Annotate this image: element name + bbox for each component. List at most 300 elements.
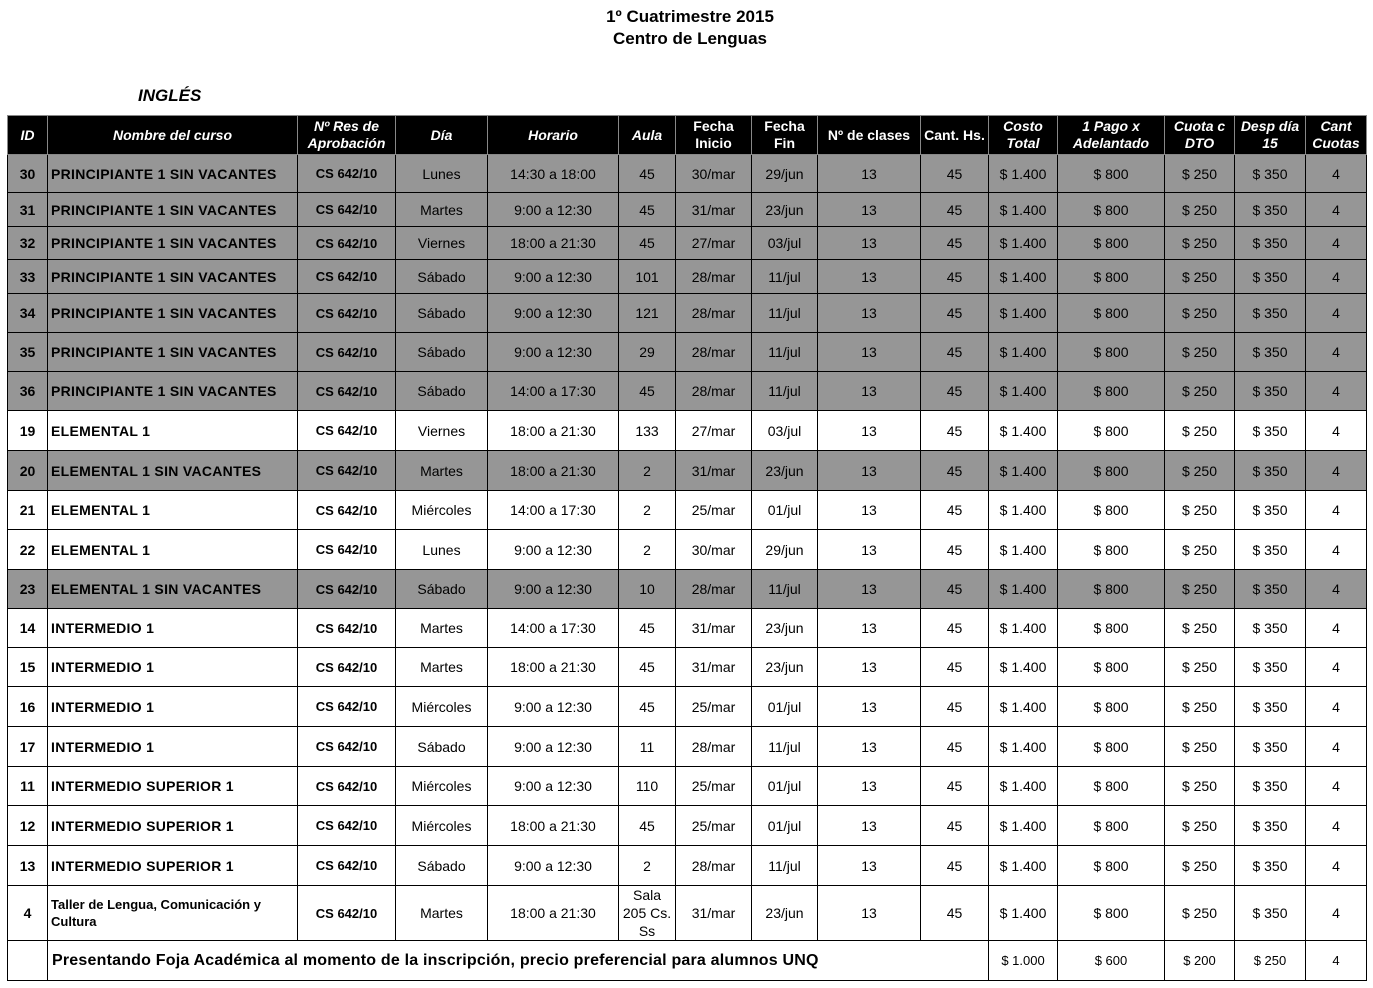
cell-inicio: 28/mar — [676, 570, 752, 609]
page-subtitle: Centro de Lenguas — [613, 29, 767, 48]
cell-id: 32 — [8, 227, 48, 260]
cell-inicio: 25/mar — [676, 806, 752, 846]
cell-id: 22 — [8, 530, 48, 570]
column-header: Horario — [488, 116, 619, 155]
table-row — [8, 227, 1367, 260]
cell-fin: 29/jun — [752, 155, 818, 193]
cell-costo: $ 1.400 — [989, 372, 1058, 411]
cell-fin: 01/jul — [752, 767, 818, 806]
table-row — [8, 806, 1367, 846]
column-header: Cant. Hs. — [921, 116, 989, 155]
table-row — [8, 411, 1367, 451]
cell-costo: $ 1.400 — [989, 609, 1058, 648]
cell-cuota: $ 250 — [1165, 570, 1235, 609]
cell-pago: $ 800 — [1058, 687, 1165, 727]
cell-id: 15 — [8, 648, 48, 687]
table-row — [8, 530, 1367, 570]
cell-inicio: 27/mar — [676, 227, 752, 260]
cell-name: PRINCIPIANTE 1 SIN VACANTES — [48, 193, 298, 227]
cell-desp: $ 350 — [1235, 609, 1306, 648]
table-row — [8, 451, 1367, 491]
cell-horario: 9:00 a 12:30 — [488, 193, 619, 227]
cell-cuota: $ 250 — [1165, 411, 1235, 451]
cell-desp: $ 350 — [1235, 491, 1306, 530]
cell-cuota: $ 250 — [1165, 227, 1235, 260]
cell-inicio: 31/mar — [676, 193, 752, 227]
footer-blank-cell — [8, 941, 48, 981]
cell-fin: 03/jul — [752, 411, 818, 451]
cell-hs: 45 — [921, 227, 989, 260]
cell-cuotas: 4 — [1306, 886, 1367, 941]
cell-horario: 14:00 a 17:30 — [488, 491, 619, 530]
cell-horario: 18:00 a 21:30 — [488, 411, 619, 451]
cell-inicio: 31/mar — [676, 451, 752, 491]
cell-horario: 14:00 a 17:30 — [488, 609, 619, 648]
cell-cuota: $ 250 — [1165, 294, 1235, 333]
cell-desp: $ 350 — [1235, 155, 1306, 193]
cell-fin: 11/jul — [752, 294, 818, 333]
cell-name: ELEMENTAL 1 — [48, 491, 298, 530]
cell-desp: $ 350 — [1235, 333, 1306, 372]
cell-id: 23 — [8, 570, 48, 609]
cell-cuotas: 4 — [1306, 155, 1367, 193]
cell-inicio: 28/mar — [676, 727, 752, 767]
cell-dia: Miércoles — [396, 767, 488, 806]
cell-fin: 11/jul — [752, 727, 818, 767]
cell-inicio: 25/mar — [676, 767, 752, 806]
cell-costo: $ 1.400 — [989, 570, 1058, 609]
cell-cuotas: 4 — [1306, 767, 1367, 806]
cell-cuota: $ 250 — [1165, 846, 1235, 886]
cell-costo: $ 1.400 — [989, 333, 1058, 372]
page-title: 1º Cuatrimestre 2015 — [606, 7, 774, 26]
cell-name: ELEMENTAL 1 SIN VACANTES — [48, 451, 298, 491]
cell-name: INTERMEDIO 1 — [48, 609, 298, 648]
cell-id: 35 — [8, 333, 48, 372]
cell-cuotas: 4 — [1306, 806, 1367, 846]
cell-pago: $ 800 — [1058, 846, 1165, 886]
cell-fin: 23/jun — [752, 648, 818, 687]
cell-costo: $ 1.400 — [989, 806, 1058, 846]
cell-aula: 2 — [619, 530, 676, 570]
cell-id: 21 — [8, 491, 48, 530]
cell-horario: 18:00 a 21:30 — [488, 451, 619, 491]
cell-horario: 9:00 a 12:30 — [488, 260, 619, 294]
cell-fin: 01/jul — [752, 687, 818, 727]
cell-aula: 2 — [619, 846, 676, 886]
table-header-row — [8, 116, 1367, 155]
column-header: Costo Total — [989, 116, 1058, 155]
cell-inicio: 31/mar — [676, 886, 752, 941]
cell-dia: Viernes — [396, 227, 488, 260]
cell-aula: 133 — [619, 411, 676, 451]
cell-res: CS 642/10 — [298, 227, 396, 260]
cell-cuota: $ 250 — [1165, 886, 1235, 941]
cell-clases: 13 — [818, 372, 921, 411]
cell-cuotas: 4 — [1306, 530, 1367, 570]
cell-res: CS 642/10 — [298, 155, 396, 193]
table-row — [8, 727, 1367, 767]
column-header: Nº Res de Aprobación — [298, 116, 396, 155]
cell-dia: Sábado — [396, 372, 488, 411]
cell-fin: 29/jun — [752, 530, 818, 570]
cell-cuota: $ 250 — [1165, 648, 1235, 687]
cell-horario: 9:00 a 12:30 — [488, 767, 619, 806]
cell-name: PRINCIPIANTE 1 SIN VACANTES — [48, 260, 298, 294]
cell-hs: 45 — [921, 451, 989, 491]
cell-costo: $ 1.400 — [989, 491, 1058, 530]
cell-desp: $ 350 — [1235, 411, 1306, 451]
footer-pago: $ 600 — [1058, 941, 1165, 981]
cell-inicio: 27/mar — [676, 411, 752, 451]
cell-desp: $ 350 — [1235, 886, 1306, 941]
cell-clases: 13 — [818, 648, 921, 687]
cell-fin: 23/jun — [752, 609, 818, 648]
cell-desp: $ 350 — [1235, 648, 1306, 687]
cell-dia: Martes — [396, 648, 488, 687]
footer-cuotas: 4 — [1306, 941, 1367, 981]
cell-hs: 45 — [921, 333, 989, 372]
cell-aula: 11 — [619, 727, 676, 767]
cell-cuotas: 4 — [1306, 687, 1367, 727]
column-header: Cant Cuotas — [1306, 116, 1367, 155]
cell-pago: $ 800 — [1058, 260, 1165, 294]
cell-fin: 11/jul — [752, 570, 818, 609]
cell-res: CS 642/10 — [298, 260, 396, 294]
cell-hs: 45 — [921, 491, 989, 530]
cell-aula: 45 — [619, 609, 676, 648]
cell-dia: Sábado — [396, 294, 488, 333]
cell-aula: 45 — [619, 193, 676, 227]
cell-name: INTERMEDIO SUPERIOR 1 — [48, 806, 298, 846]
cell-clases: 13 — [818, 806, 921, 846]
cell-dia: Martes — [396, 451, 488, 491]
table-body — [8, 155, 1367, 981]
column-header: Desp día 15 — [1235, 116, 1306, 155]
cell-dia: Miércoles — [396, 687, 488, 727]
cell-id: 17 — [8, 727, 48, 767]
cell-dia: Sábado — [396, 727, 488, 767]
cell-aula: 45 — [619, 227, 676, 260]
cell-id: 14 — [8, 609, 48, 648]
cell-costo: $ 1.400 — [989, 767, 1058, 806]
cell-clases: 13 — [818, 451, 921, 491]
cell-clases: 13 — [818, 227, 921, 260]
cell-dia: Martes — [396, 609, 488, 648]
cell-res: CS 642/10 — [298, 727, 396, 767]
cell-horario: 18:00 a 21:30 — [488, 227, 619, 260]
cell-pago: $ 800 — [1058, 227, 1165, 260]
cell-cuotas: 4 — [1306, 260, 1367, 294]
cell-cuotas: 4 — [1306, 372, 1367, 411]
column-header: Nº de clases — [818, 116, 921, 155]
column-header: 1 Pago x Adelantado — [1058, 116, 1165, 155]
cell-name: INTERMEDIO 1 — [48, 648, 298, 687]
cell-aula: 2 — [619, 451, 676, 491]
cell-dia: Sábado — [396, 570, 488, 609]
cell-cuotas: 4 — [1306, 333, 1367, 372]
courses-table — [7, 115, 1367, 981]
cell-dia: Martes — [396, 886, 488, 941]
cell-res: CS 642/10 — [298, 193, 396, 227]
cell-fin: 03/jul — [752, 227, 818, 260]
cell-inicio: 30/mar — [676, 155, 752, 193]
cell-pago: $ 800 — [1058, 648, 1165, 687]
cell-dia: Sábado — [396, 260, 488, 294]
cell-costo: $ 1.400 — [989, 193, 1058, 227]
cell-aula: 110 — [619, 767, 676, 806]
cell-cuota: $ 250 — [1165, 491, 1235, 530]
cell-costo: $ 1.400 — [989, 687, 1058, 727]
cell-cuotas: 4 — [1306, 294, 1367, 333]
table-row — [8, 846, 1367, 886]
cell-hs: 45 — [921, 294, 989, 333]
cell-cuota: $ 250 — [1165, 806, 1235, 846]
cell-dia: Lunes — [396, 530, 488, 570]
column-header: Cuota c DTO — [1165, 116, 1235, 155]
cell-clases: 13 — [818, 530, 921, 570]
cell-pago: $ 800 — [1058, 886, 1165, 941]
cell-clases: 13 — [818, 294, 921, 333]
cell-pago: $ 800 — [1058, 155, 1165, 193]
cell-inicio: 28/mar — [676, 294, 752, 333]
cell-aula: 45 — [619, 155, 676, 193]
cell-id: 13 — [8, 846, 48, 886]
cell-name: PRINCIPIANTE 1 SIN VACANTES — [48, 333, 298, 372]
cell-hs: 45 — [921, 155, 989, 193]
cell-cuota: $ 250 — [1165, 193, 1235, 227]
cell-inicio: 28/mar — [676, 333, 752, 372]
section-title: INGLÉS — [138, 86, 202, 105]
table-row — [8, 687, 1367, 727]
cell-desp: $ 350 — [1235, 570, 1306, 609]
table-row — [8, 294, 1367, 333]
cell-cuotas: 4 — [1306, 451, 1367, 491]
cell-inicio: 31/mar — [676, 609, 752, 648]
table-row — [8, 372, 1367, 411]
cell-name: Taller de Lengua, Comunicación y Cultura — [48, 886, 298, 941]
cell-costo: $ 1.400 — [989, 648, 1058, 687]
cell-hs: 45 — [921, 193, 989, 227]
cell-dia: Sábado — [396, 333, 488, 372]
cell-cuota: $ 250 — [1165, 333, 1235, 372]
table-row — [8, 491, 1367, 530]
cell-pago: $ 800 — [1058, 294, 1165, 333]
cell-hs: 45 — [921, 570, 989, 609]
cell-clases: 13 — [818, 260, 921, 294]
cell-id: 31 — [8, 193, 48, 227]
cell-dia: Martes — [396, 193, 488, 227]
table-row — [8, 260, 1367, 294]
cell-res: CS 642/10 — [298, 886, 396, 941]
table-row — [8, 155, 1367, 193]
cell-cuotas: 4 — [1306, 491, 1367, 530]
cell-id: 33 — [8, 260, 48, 294]
cell-name: PRINCIPIANTE 1 SIN VACANTES — [48, 372, 298, 411]
column-header: ID — [8, 116, 48, 155]
cell-inicio: 28/mar — [676, 372, 752, 411]
footer-row — [8, 941, 1367, 981]
cell-horario: 9:00 a 12:30 — [488, 687, 619, 727]
cell-id: 36 — [8, 372, 48, 411]
cell-pago: $ 800 — [1058, 727, 1165, 767]
cell-costo: $ 1.400 — [989, 530, 1058, 570]
cell-aula: 2 — [619, 491, 676, 530]
cell-res: CS 642/10 — [298, 294, 396, 333]
cell-name: PRINCIPIANTE 1 SIN VACANTES — [48, 294, 298, 333]
cell-inicio: 28/mar — [676, 260, 752, 294]
cell-desp: $ 350 — [1235, 451, 1306, 491]
cell-fin: 23/jun — [752, 451, 818, 491]
cell-cuotas: 4 — [1306, 727, 1367, 767]
cell-dia: Sábado — [396, 846, 488, 886]
table-row — [8, 609, 1367, 648]
cell-fin: 11/jul — [752, 846, 818, 886]
cell-clases: 13 — [818, 333, 921, 372]
cell-horario: 18:00 a 21:30 — [488, 886, 619, 941]
cell-name: PRINCIPIANTE 1 SIN VACANTES — [48, 155, 298, 193]
cell-name: INTERMEDIO SUPERIOR 1 — [48, 846, 298, 886]
cell-desp: $ 350 — [1235, 227, 1306, 260]
cell-aula: 10 — [619, 570, 676, 609]
cell-inicio: 25/mar — [676, 491, 752, 530]
footer-cuota: $ 200 — [1165, 941, 1235, 981]
cell-hs: 45 — [921, 411, 989, 451]
cell-costo: $ 1.400 — [989, 727, 1058, 767]
cell-res: CS 642/10 — [298, 648, 396, 687]
cell-desp: $ 350 — [1235, 260, 1306, 294]
cell-cuotas: 4 — [1306, 227, 1367, 260]
cell-cuotas: 4 — [1306, 193, 1367, 227]
cell-id: 34 — [8, 294, 48, 333]
cell-desp: $ 350 — [1235, 193, 1306, 227]
cell-name: INTERMEDIO SUPERIOR 1 — [48, 767, 298, 806]
cell-clases: 13 — [818, 846, 921, 886]
cell-res: CS 642/10 — [298, 767, 396, 806]
table-row — [8, 333, 1367, 372]
footer-costo: $ 1.000 — [989, 941, 1058, 981]
cell-hs: 45 — [921, 727, 989, 767]
cell-pago: $ 800 — [1058, 411, 1165, 451]
cell-res: CS 642/10 — [298, 687, 396, 727]
cell-name: ELEMENTAL 1 SIN VACANTES — [48, 570, 298, 609]
cell-dia: Miércoles — [396, 491, 488, 530]
cell-clases: 13 — [818, 687, 921, 727]
cell-clases: 13 — [818, 411, 921, 451]
cell-fin: 23/jun — [752, 193, 818, 227]
cell-aula: Sala 205 Cs. Ss — [619, 886, 676, 941]
cell-id: 30 — [8, 155, 48, 193]
cell-res: CS 642/10 — [298, 372, 396, 411]
cell-pago: $ 800 — [1058, 372, 1165, 411]
cell-costo: $ 1.400 — [989, 411, 1058, 451]
cell-pago: $ 800 — [1058, 451, 1165, 491]
cell-aula: 101 — [619, 260, 676, 294]
cell-fin: 11/jul — [752, 372, 818, 411]
cell-id: 20 — [8, 451, 48, 491]
cell-dia: Lunes — [396, 155, 488, 193]
cell-cuota: $ 250 — [1165, 155, 1235, 193]
cell-desp: $ 350 — [1235, 294, 1306, 333]
cell-cuota: $ 250 — [1165, 609, 1235, 648]
cell-res: CS 642/10 — [298, 333, 396, 372]
cell-clases: 13 — [818, 886, 921, 941]
cell-aula: 121 — [619, 294, 676, 333]
cell-costo: $ 1.400 — [989, 846, 1058, 886]
column-header: Día — [396, 116, 488, 155]
footer-note: Presentando Foja Académica al momento de la inscripción, precio preferencial para alumnos UNQ — [48, 941, 989, 981]
table-row — [8, 767, 1367, 806]
cell-res: CS 642/10 — [298, 609, 396, 648]
cell-clases: 13 — [818, 767, 921, 806]
footer-desp: $ 250 — [1235, 941, 1306, 981]
cell-hs: 45 — [921, 260, 989, 294]
cell-pago: $ 800 — [1058, 530, 1165, 570]
cell-aula: 45 — [619, 687, 676, 727]
table-row — [8, 648, 1367, 687]
cell-horario: 9:00 a 12:30 — [488, 727, 619, 767]
cell-cuotas: 4 — [1306, 570, 1367, 609]
cell-horario: 18:00 a 21:30 — [488, 806, 619, 846]
cell-cuota: $ 250 — [1165, 451, 1235, 491]
cell-hs: 45 — [921, 648, 989, 687]
cell-cuota: $ 250 — [1165, 372, 1235, 411]
cell-inicio: 28/mar — [676, 846, 752, 886]
cell-name: ELEMENTAL 1 — [48, 411, 298, 451]
cell-pago: $ 800 — [1058, 570, 1165, 609]
cell-cuota: $ 250 — [1165, 530, 1235, 570]
cell-aula: 45 — [619, 372, 676, 411]
cell-horario: 9:00 a 12:30 — [488, 333, 619, 372]
cell-cuota: $ 250 — [1165, 687, 1235, 727]
cell-clases: 13 — [818, 570, 921, 609]
cell-desp: $ 350 — [1235, 687, 1306, 727]
cell-costo: $ 1.400 — [989, 294, 1058, 333]
cell-horario: 9:00 a 12:30 — [488, 530, 619, 570]
cell-res: CS 642/10 — [298, 846, 396, 886]
cell-hs: 45 — [921, 530, 989, 570]
cell-res: CS 642/10 — [298, 411, 396, 451]
cell-fin: 01/jul — [752, 491, 818, 530]
cell-hs: 45 — [921, 767, 989, 806]
cell-horario: 9:00 a 12:30 — [488, 294, 619, 333]
cell-pago: $ 800 — [1058, 491, 1165, 530]
cell-fin: 11/jul — [752, 333, 818, 372]
cell-desp: $ 350 — [1235, 372, 1306, 411]
cell-pago: $ 800 — [1058, 806, 1165, 846]
cell-aula: 45 — [619, 806, 676, 846]
cell-hs: 45 — [921, 846, 989, 886]
cell-inicio: 31/mar — [676, 648, 752, 687]
cell-name: PRINCIPIANTE 1 SIN VACANTES — [48, 227, 298, 260]
cell-cuota: $ 250 — [1165, 767, 1235, 806]
cell-res: CS 642/10 — [298, 570, 396, 609]
table-row — [8, 886, 1367, 941]
cell-fin: 11/jul — [752, 260, 818, 294]
cell-cuotas: 4 — [1306, 648, 1367, 687]
cell-res: CS 642/10 — [298, 806, 396, 846]
cell-res: CS 642/10 — [298, 530, 396, 570]
column-header: Fecha Fin — [752, 116, 818, 155]
cell-horario: 18:00 a 21:30 — [488, 648, 619, 687]
cell-id: 11 — [8, 767, 48, 806]
cell-clases: 13 — [818, 491, 921, 530]
cell-costo: $ 1.400 — [989, 260, 1058, 294]
column-header: Fecha Inicio — [676, 116, 752, 155]
table-row — [8, 193, 1367, 227]
cell-aula: 45 — [619, 648, 676, 687]
cell-inicio: 30/mar — [676, 530, 752, 570]
